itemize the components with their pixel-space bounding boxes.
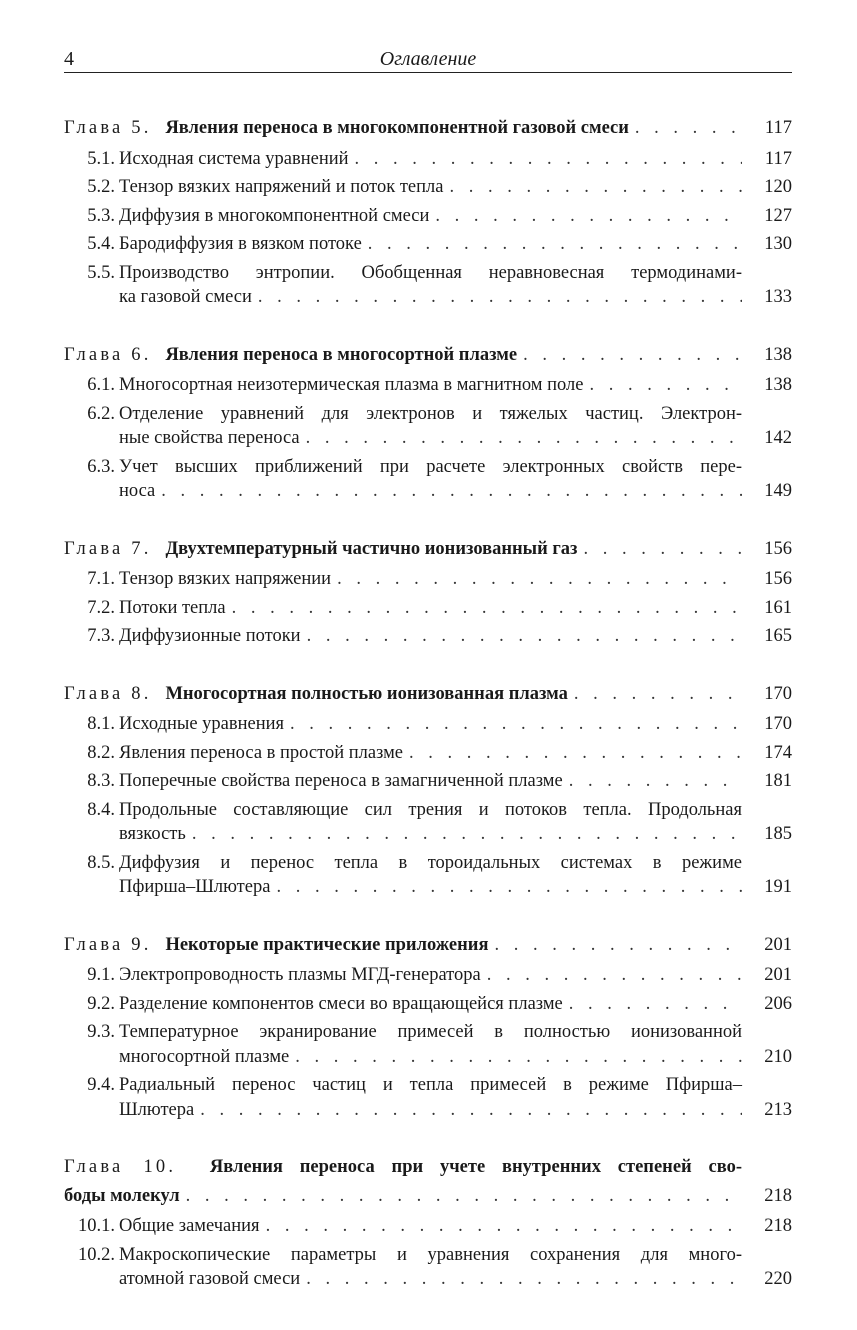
section-line — [119, 1267, 792, 1292]
section-page-number: 133 — [764, 287, 792, 307]
section-line — [119, 426, 792, 451]
section-page-number: 181 — [764, 771, 792, 791]
chapter-page-number: 117 — [764, 118, 792, 138]
section-title: Тензор вязких напряжении — [119, 569, 332, 589]
dot-leader — [574, 680, 742, 709]
dot-leader — [295, 1045, 742, 1070]
toc-section-entry[interactable] — [64, 1214, 792, 1239]
section-number: 5.3. — [87, 205, 115, 226]
dot-leader — [258, 285, 742, 310]
chapter-title-line — [64, 1153, 792, 1182]
dot-leader — [290, 712, 742, 737]
toc-section-entry[interactable] — [64, 798, 792, 847]
dot-leader — [306, 426, 742, 451]
toc-section-entry[interactable] — [64, 175, 792, 200]
chapter-page-number: 170 — [764, 683, 792, 704]
section-number: 5.1. — [87, 148, 115, 169]
section-body — [119, 567, 792, 592]
page-number: 4 — [64, 48, 74, 70]
chapter-line — [64, 535, 792, 564]
section-title: Исходные уравнения — [119, 714, 285, 734]
running-header — [64, 44, 792, 73]
section-title: Поперечные свойства переноса в замагниченной плазме — [119, 771, 563, 791]
section-body — [119, 402, 792, 451]
dot-leader — [200, 1098, 742, 1123]
section-line — [119, 285, 792, 310]
section-number: 8.2. — [87, 742, 115, 763]
toc-chapter — [64, 680, 792, 900]
section-title: Многосортная неизотермическая плазма в магнитном поле — [119, 375, 584, 395]
section-number: 5.4. — [87, 234, 115, 254]
section-title: Явления переноса в простой плазме — [119, 742, 404, 763]
toc-section-entry[interactable] — [64, 147, 792, 172]
dot-leader — [435, 204, 742, 229]
section-title-continued: многосортной плазме — [119, 1046, 290, 1067]
section-page-number: 201 — [764, 965, 792, 985]
chapter-heading[interactable] — [64, 931, 792, 960]
section-line — [119, 596, 792, 621]
section-body — [119, 373, 792, 398]
section-line — [119, 963, 792, 988]
section-title-line: Учет высших приближений при расчете электронных свойств пере- — [119, 456, 742, 477]
chapter-title: Явления переноса в многосортной плазме — [160, 344, 518, 365]
toc-section-entry[interactable] — [64, 373, 792, 398]
section-title: Исходная система уравнений — [119, 148, 349, 169]
chapter-prefix: Глава 10. — [64, 1157, 177, 1177]
chapter-prefix: Глава 5. — [64, 118, 152, 138]
chapter-page-number: 201 — [764, 934, 792, 955]
toc-section-entry[interactable] — [64, 204, 792, 229]
toc-chapter — [64, 114, 792, 310]
section-line — [119, 992, 792, 1017]
section-page-number: 127 — [764, 205, 792, 226]
section-number: 9.4. — [87, 1075, 115, 1095]
section-line — [119, 567, 792, 592]
section-title: Электропроводность плазмы МГД-генератора — [119, 965, 481, 985]
section-number: 7.2. — [87, 597, 115, 618]
section-body — [119, 1243, 792, 1292]
chapter-title: Многосортная полностью ионизованная плазма — [160, 683, 568, 704]
toc-section-entry[interactable] — [64, 851, 792, 900]
toc-section-entry[interactable] — [64, 769, 792, 794]
section-page-number: 117 — [764, 148, 792, 169]
dot-leader — [584, 535, 743, 564]
dot-leader — [487, 963, 742, 988]
section-number: 10.1. — [78, 1216, 115, 1236]
toc-section-entry[interactable] — [64, 261, 792, 310]
chapter-title: Некоторые практические приложения — [160, 934, 489, 955]
toc-chapter — [64, 341, 792, 504]
section-page-number: 210 — [764, 1046, 792, 1067]
toc-section-entry[interactable] — [64, 992, 792, 1017]
dot-leader — [307, 624, 742, 649]
section-page-number: 138 — [764, 375, 792, 395]
section-number: 9.1. — [87, 965, 115, 985]
section-body — [119, 741, 792, 766]
dot-leader — [569, 769, 742, 794]
section-title-continued: Шлютера — [119, 1099, 195, 1120]
toc-section-entry[interactable] — [64, 1073, 792, 1122]
dot-leader — [192, 822, 742, 847]
chapter-line — [64, 680, 792, 709]
dot-leader — [355, 147, 742, 172]
chapter-prefix: Глава 6. — [64, 344, 152, 365]
section-body — [119, 963, 792, 988]
chapter-title: Явления переноса при учете внутренних степеней сво- — [209, 1157, 743, 1177]
section-number: 8.4. — [87, 799, 115, 820]
chapter-prefix: Глава 8. — [64, 683, 152, 704]
dot-leader — [494, 931, 742, 960]
section-number: 8.1. — [87, 714, 115, 734]
section-body — [119, 596, 792, 621]
section-body — [119, 232, 792, 257]
section-title-continued: Пфирша–Шлютера — [119, 877, 271, 897]
chapter-line — [64, 114, 792, 143]
chapter-prefix: Глава 7. — [64, 538, 152, 559]
dot-leader — [276, 875, 742, 900]
section-line — [119, 1098, 792, 1123]
section-title-line: Радиальный перенос частиц и тепла примесей в режиме Пфирша– — [119, 1075, 742, 1095]
toc-section-entry[interactable] — [64, 596, 792, 621]
section-page-number: 165 — [764, 626, 792, 646]
chapter-line — [64, 341, 792, 370]
dot-leader — [523, 341, 742, 370]
section-page-number: 206 — [764, 993, 792, 1014]
section-title-continued: ка газовой смеси — [119, 287, 252, 307]
section-body — [119, 175, 792, 200]
section-line — [119, 175, 792, 200]
section-page-number: 161 — [764, 597, 792, 618]
dot-leader — [569, 992, 742, 1017]
section-number: 7.3. — [87, 626, 115, 646]
section-title-line: Продольные составляющие сил трения и потоков тепла. Продольная — [119, 799, 742, 820]
section-body — [119, 1214, 792, 1239]
section-title-line: Диффузия и перенос тепла в тороидальных системах в режиме — [119, 852, 742, 873]
section-title: Тензор вязких напряжений и поток тепла — [119, 177, 444, 197]
section-body — [119, 455, 792, 504]
section-page-number: 174 — [764, 742, 792, 763]
chapter-title-continued: боды молекул — [64, 1185, 180, 1206]
dot-leader — [635, 114, 742, 143]
section-page-number: 185 — [764, 824, 792, 844]
section-number: 7.1. — [87, 569, 115, 589]
section-number: 9.3. — [87, 1022, 115, 1042]
section-number: 5.5. — [87, 262, 115, 283]
dot-leader — [368, 232, 742, 257]
section-title-continued: вязкость — [119, 824, 186, 844]
dot-leader — [449, 175, 742, 200]
section-page-number: 130 — [764, 234, 792, 254]
section-line — [119, 624, 792, 649]
chapter-line — [64, 1182, 792, 1211]
section-line — [119, 741, 792, 766]
section-number: 6.1. — [87, 375, 115, 395]
section-body — [119, 261, 792, 310]
section-number: 5.2. — [87, 177, 115, 197]
toc-section-entry[interactable] — [64, 232, 792, 257]
section-title-line: Макроскопические параметры и уравнения сохранения для много- — [119, 1244, 742, 1265]
section-page-number: 220 — [764, 1269, 792, 1289]
dot-leader — [337, 567, 742, 592]
section-body — [119, 147, 792, 172]
dot-leader — [232, 596, 742, 621]
section-title-line: Производство энтропии. Обобщенная неравновесная термодинами- — [119, 262, 742, 283]
table-of-contents — [64, 114, 792, 1323]
toc-section-entry[interactable] — [64, 567, 792, 592]
section-title-continued: ные свойства переноса — [119, 428, 300, 448]
section-number: 6.3. — [87, 456, 115, 477]
toc-section-entry[interactable] — [64, 455, 792, 504]
section-body — [119, 712, 792, 737]
section-title-continued: атомной газовой смеси — [119, 1269, 301, 1289]
section-page-number: 120 — [764, 177, 792, 197]
section-page-number: 218 — [764, 1216, 792, 1236]
dot-leader — [409, 741, 742, 766]
section-page-number: 170 — [764, 714, 792, 734]
chapter-heading[interactable] — [64, 535, 792, 564]
chapter-heading[interactable] — [64, 680, 792, 709]
section-line — [119, 1214, 792, 1239]
section-line — [119, 1045, 792, 1070]
section-page-number: 191 — [764, 877, 792, 897]
toc-section-entry[interactable] — [64, 402, 792, 451]
section-number: 6.2. — [87, 403, 115, 424]
section-number: 10.2. — [78, 1244, 115, 1265]
section-title-line: Температурное экранирование примесей в полностью ионизованной — [119, 1022, 742, 1042]
dot-leader — [266, 1214, 742, 1239]
section-title-line: Отделение уравнений для электронов и тяжелых частиц. Электрон- — [119, 403, 742, 424]
section-body — [119, 769, 792, 794]
dot-leader — [186, 1182, 742, 1211]
section-page-number: 149 — [764, 481, 792, 501]
toc-chapter — [64, 931, 792, 1123]
section-body — [119, 851, 792, 900]
dot-leader — [161, 479, 742, 504]
toc-section-entry[interactable] — [64, 1243, 792, 1292]
section-body — [119, 1073, 792, 1122]
section-body — [119, 1020, 792, 1069]
section-title: Бародиффузия в вязком потоке — [119, 234, 362, 254]
section-line — [119, 822, 792, 847]
dot-leader — [589, 373, 742, 398]
section-body — [119, 624, 792, 649]
section-body — [119, 992, 792, 1017]
toc-section-entry[interactable] — [64, 712, 792, 737]
toc-section-entry[interactable] — [64, 963, 792, 988]
section-title: Потоки тепла — [119, 597, 226, 618]
section-line — [119, 712, 792, 737]
section-title: Разделение компонентов смеси во вращающейся плазме — [119, 993, 563, 1014]
section-number: 9.2. — [87, 993, 115, 1014]
section-body — [119, 798, 792, 847]
chapter-heading[interactable] — [64, 114, 792, 143]
toc-section-entry[interactable] — [64, 1020, 792, 1069]
section-line — [119, 479, 792, 504]
section-number: 8.5. — [87, 852, 115, 873]
section-line — [119, 769, 792, 794]
section-body — [119, 204, 792, 229]
section-page-number: 156 — [764, 569, 792, 589]
section-title: Общие замечания — [119, 1216, 260, 1236]
section-page-number: 213 — [764, 1099, 792, 1120]
chapter-line — [64, 931, 792, 960]
chapter-page-number: 218 — [764, 1185, 792, 1206]
toc-chapter — [64, 535, 792, 649]
section-page-number: 142 — [764, 428, 792, 448]
chapter-page-number: 156 — [764, 538, 792, 559]
toc-chapter — [64, 1153, 792, 1292]
section-line — [119, 232, 792, 257]
toc-section-entry[interactable] — [64, 624, 792, 649]
section-line — [119, 204, 792, 229]
section-line — [119, 875, 792, 900]
section-title: Диффузия в многокомпонентной смеси — [119, 205, 430, 226]
section-title-continued: носа — [119, 481, 156, 501]
section-title: Диффузионные потоки — [119, 626, 301, 646]
dot-leader — [306, 1267, 742, 1292]
chapter-prefix: Глава 9. — [64, 934, 152, 955]
chapter-title: Явления переноса в многокомпонентной газовой смеси — [160, 118, 629, 138]
chapter-heading[interactable] — [64, 341, 792, 370]
section-number: 8.3. — [87, 771, 115, 791]
section-line — [119, 147, 792, 172]
chapter-page-number: 138 — [764, 344, 792, 365]
section-line — [119, 373, 792, 398]
running-title: Оглавление — [379, 48, 477, 70]
chapter-title: Двухтемпературный частично ионизованный газ — [160, 538, 578, 559]
toc-section-entry[interactable] — [64, 741, 792, 766]
chapter-heading[interactable] — [64, 1153, 792, 1210]
